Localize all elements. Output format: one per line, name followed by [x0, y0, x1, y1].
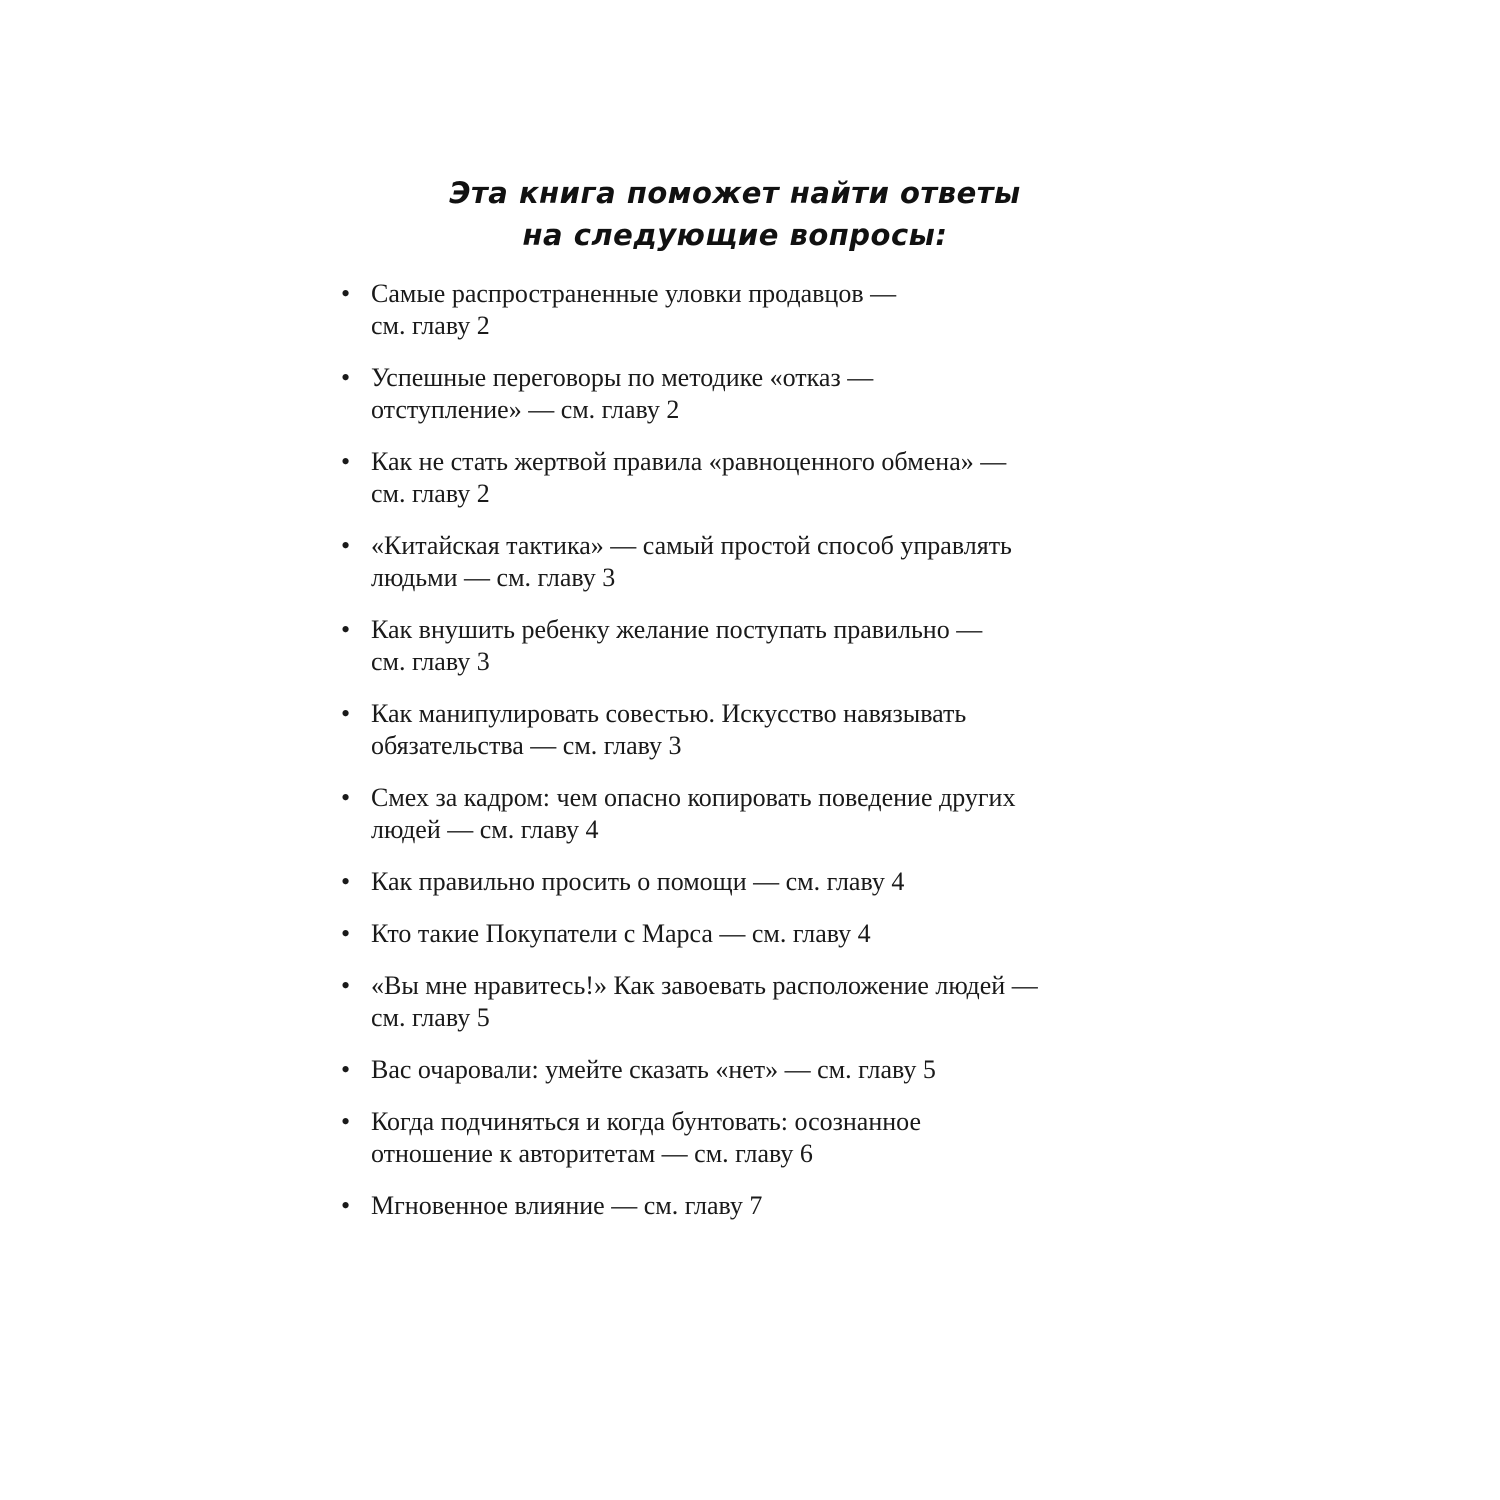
list-item — [336, 614, 1126, 678]
item-line-1: Смех за кадром: чем опасно копировать поведение других — [371, 783, 1016, 812]
bullet-icon: • — [341, 531, 351, 560]
bullet-icon: • — [341, 615, 351, 644]
list-item — [336, 918, 1126, 950]
heading-line-1: Эта книга поможет найти ответы — [449, 176, 1021, 210]
item-line-1: Когда подчиняться и когда бунтовать: осознанное — [371, 1107, 922, 1136]
item-line-1: «Вы мне нравитесь!» Как завоевать расположение людей — — [371, 971, 1038, 1000]
bullet-icon: • — [341, 867, 351, 896]
item-line-1: Как манипулировать совестью. Искусство навязывать — [371, 699, 967, 728]
list-item — [336, 530, 1126, 594]
item-line-1: Как правильно просить о помощи — см. главу 4 — [371, 867, 905, 896]
item-line-1: «Китайская тактика» — самый простой способ управлять — [371, 531, 1012, 560]
list-item — [336, 866, 1126, 898]
bullet-icon: • — [341, 1107, 351, 1136]
bullet-icon: • — [341, 919, 351, 948]
item-line-2: обязательства — см. главу 3 — [371, 731, 682, 760]
item-line-2: см. главу 5 — [371, 1003, 490, 1032]
item-line-2: людьми — см. главу 3 — [371, 563, 616, 592]
bullet-icon: • — [341, 363, 351, 392]
list-item — [336, 278, 1126, 342]
list-item — [336, 782, 1126, 846]
list-item — [336, 1190, 1126, 1222]
item-line-1: Вас очаровали: умейте сказать «нет» — см. главу 5 — [371, 1055, 936, 1084]
item-line-2: см. главу 3 — [371, 647, 490, 676]
item-line-2: см. главу 2 — [371, 311, 490, 340]
list-item — [336, 446, 1126, 510]
list-item — [336, 970, 1126, 1034]
item-line-2: людей — см. главу 4 — [371, 815, 599, 844]
bullet-icon: • — [341, 1191, 351, 1220]
bullet-icon: • — [341, 699, 351, 728]
item-line-2: отношение к авторитетам — см. главу 6 — [371, 1139, 813, 1168]
page-heading — [0, 172, 1470, 256]
questions-list — [336, 278, 1126, 1242]
bullet-icon: • — [341, 971, 351, 1000]
item-line-1: Мгновенное влияние — см. главу 7 — [371, 1191, 763, 1220]
item-line-1: Самые распространенные уловки продавцов — — [371, 279, 897, 308]
item-line-2: отступление» — см. главу 2 — [371, 395, 680, 424]
bullet-icon: • — [341, 1055, 351, 1084]
bullet-icon: • — [341, 279, 351, 308]
list-item — [336, 1054, 1126, 1086]
list-item — [336, 1106, 1126, 1170]
item-line-1: Как внушить ребенку желание поступать правильно — — [371, 615, 983, 644]
list-item — [336, 698, 1126, 762]
item-line-2: см. главу 2 — [371, 479, 490, 508]
item-line-1: Кто такие Покупатели с Марса — см. главу 4 — [371, 919, 871, 948]
item-line-1: Успешные переговоры по методике «отказ — — [371, 363, 874, 392]
bullet-icon: • — [341, 783, 351, 812]
bullet-icon: • — [341, 447, 351, 476]
list-item — [336, 362, 1126, 426]
heading-line-2: на следующие вопросы: — [522, 218, 948, 252]
item-line-1: Как не стать жертвой правила «равноценного обмена» — — [371, 447, 1007, 476]
